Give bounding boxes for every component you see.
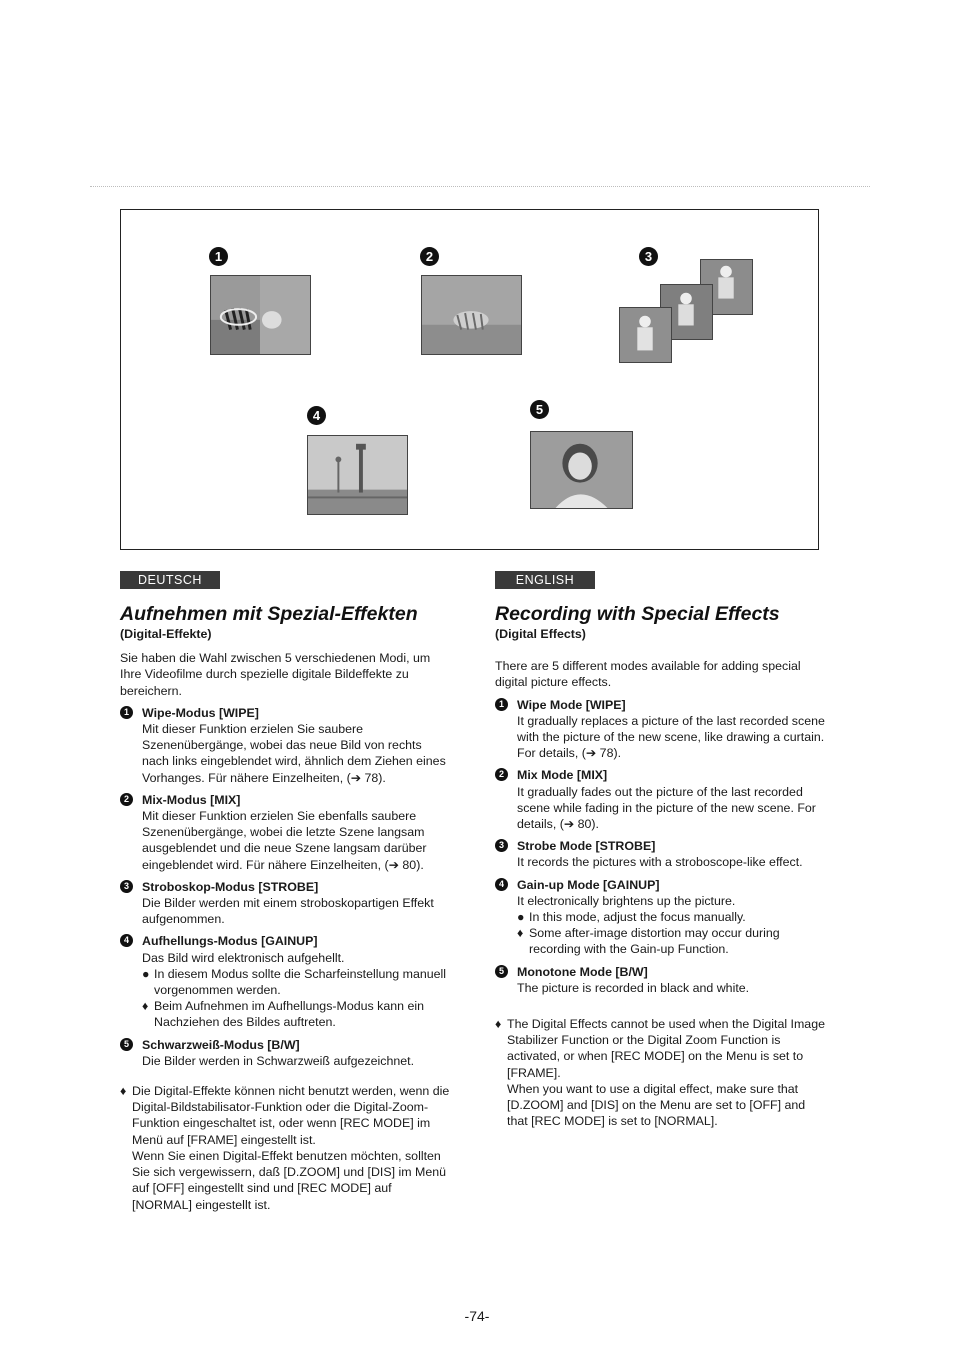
mix-example-photo: [421, 275, 522, 355]
mode-title: Wipe Mode [WIPE]: [517, 697, 626, 712]
deutsch-mode-mix: [120, 792, 450, 873]
mode-number-badge: 4: [495, 878, 508, 891]
mode-number-badge: 4: [120, 934, 133, 947]
mode-number-badge: 5: [495, 965, 508, 978]
mode-number-badge: 3: [495, 839, 508, 852]
bullet-icon: ●: [517, 910, 525, 925]
english-section-tag: ENGLISH: [495, 571, 595, 589]
mode-title: Mix-Modus [MIX]: [142, 792, 241, 807]
diamond-icon: ♦: [495, 1017, 502, 1032]
mode-description: The picture is recorded in black and white.: [517, 980, 750, 995]
mode-title: Schwarzweiß-Modus [B/W]: [142, 1037, 300, 1052]
english-column: [495, 602, 825, 1129]
mode-description: Die Bilder werden mit einem stroboskopartigen Effekt aufgenommen.: [142, 896, 434, 927]
mode-title: Strobe Mode [STROBE]: [517, 839, 656, 854]
mode-title: Stroboskop-Modus [STROBE]: [142, 879, 319, 894]
figure-box: [120, 209, 819, 550]
diamond-icon: ♦: [142, 999, 149, 1014]
english-intro: There are 5 different modes available for adding special digital picture effects.: [495, 659, 801, 690]
mode-description: It electronically brightens up the picture.: [517, 893, 736, 908]
mode-description: Die Bilder werden in Schwarzweiß aufgezeichnet.: [142, 1053, 415, 1068]
english-mode-wipe: [495, 697, 825, 762]
note-text-1: The Digital Effects cannot be used when the Digital Image Stabilizer Function or the Digital Zoom Function is activated, or when [REC MODE] on the Menu is set to [FRAME].: [507, 1017, 825, 1080]
note-text-1: Die Digital-Effekte können nicht benutzt werden, wenn die Digital-Bildstabilisator-Funktion oder die Digital-Zoom-Funktion eingeschaltet ist, oder wenn [REC MODE] im Menü auf [FRAME] eingestellt ist.: [132, 1084, 450, 1147]
mode-description: It records the pictures with a stroboscope-like effect.: [517, 855, 803, 870]
mode-number-badge: 3: [120, 880, 133, 893]
deutsch-note: [120, 1083, 450, 1213]
diamond-item: [142, 998, 450, 1030]
mode-number-badge: 2: [120, 793, 133, 806]
page-number: -74-: [464, 1308, 490, 1324]
bullet-text: In diesem Modus sollte die Scharfeinstellung manuell vorgenommen werden.: [154, 966, 447, 998]
monotone-example-photo: [530, 431, 633, 509]
mode-title: Gain-up Mode [GAINUP]: [517, 877, 660, 892]
english-note: [495, 1016, 825, 1129]
strobe-example-photo-front: [619, 307, 672, 363]
mode-description: Das Bild wird elektronisch aufgehellt.: [142, 950, 345, 965]
figure-number-5: 5: [530, 400, 549, 419]
deutsch-intro: Sie haben die Wahl zwischen 5 verschiedenen Modi, um Ihre Videofilme durch spezielle digitale Bildeffekte zu bereichern.: [120, 651, 431, 698]
mode-description: Mit dieser Funktion erzielen Sie ebenfalls saubere Szenenübergänge, wobei die letzte Szene langsam ausgeblendet und die neue Szene langsam darüber eingeblendet wird. Für nähere Einzelheiten, (➔ 80).: [142, 809, 427, 872]
mode-title: Aufhellungs-Modus [GAINUP]: [142, 934, 318, 949]
diamond-text: Beim Aufnehmen im Aufhellungs-Modus kann ein Nachziehen des Bildes auftreten.: [154, 999, 424, 1030]
figure-number-1: 1: [209, 247, 228, 266]
bullet-text: In this mode, adjust the focus manually.: [529, 910, 746, 925]
english-title: Recording with Special Effects: [495, 603, 780, 625]
deutsch-column: [120, 602, 450, 1213]
top-dotted-rule: [90, 186, 870, 187]
deutsch-subtitle: (Digital-Effekte): [120, 627, 212, 641]
deutsch-mode-strobe: [120, 879, 450, 928]
deutsch-mode-gainup: [120, 933, 450, 1030]
mode-title: Mix Mode [MIX]: [517, 768, 608, 783]
mode-title: Monotone Mode [B/W]: [517, 964, 648, 979]
bullet-icon: ●: [142, 966, 150, 981]
note-text-2: Wenn Sie einen Digital-Effekt benutzen möchten, sollten Sie sich vergewissern, daß [D.ZOOM] und [DIS] im Menü auf [OFF] eingestellt sind und [REC MODE] auf [NORMAL] eingestellt ist.: [132, 1148, 446, 1212]
english-mode-monotone: [495, 964, 825, 996]
wipe-example-photo: [210, 275, 311, 355]
diamond-item: [517, 925, 825, 957]
gainup-example-photo: [307, 435, 408, 515]
figure-number-3: 3: [639, 247, 658, 266]
deutsch-mode-wipe: [120, 705, 450, 786]
figure-number-4: 4: [307, 406, 326, 425]
mode-title: Wipe-Modus [WIPE]: [142, 705, 259, 720]
deutsch-section-tag: DEUTSCH: [120, 571, 220, 589]
mode-description: It gradually replaces a picture of the last recorded scene with the picture of the new scene, like drawing a curtain. For details, (➔ 78).: [517, 713, 825, 761]
deutsch-title: Aufnehmen mit Spezial-Effekten: [120, 603, 418, 625]
mode-number-badge: 1: [495, 698, 508, 711]
diamond-icon: ♦: [120, 1084, 127, 1099]
mode-number-badge: 2: [495, 768, 508, 781]
bullet-item: [142, 966, 450, 998]
diamond-text: Some after-image distortion may occur during recording with the Gain-up Function.: [529, 926, 780, 957]
mode-description: It gradually fades out the picture of the last recorded scene while fading in the picture of the new scene. For details, (➔ 80).: [517, 784, 816, 832]
figure-number-2: 2: [420, 247, 439, 266]
mode-description: Mit dieser Funktion erzielen Sie saubere Szenenübergänge, wobei das neue Bild von rechts nach links eingeblendet wird, ähnlich dem Ziehen eines Vorhanges. Für nähere Einzelheiten, (➔ 78).: [142, 722, 446, 785]
english-mode-mix: [495, 767, 825, 832]
bullet-item: [517, 909, 825, 925]
mode-number-badge: 5: [120, 1038, 133, 1051]
english-mode-strobe: [495, 838, 825, 870]
diamond-icon: ♦: [517, 926, 524, 941]
deutsch-mode-monotone: [120, 1037, 450, 1069]
english-mode-gainup: [495, 877, 825, 958]
note-text-2: When you want to use a digital effect, make sure that [D.ZOOM] and [DIS] on the Menu are set to [OFF] and that [REC MODE] is set to [NORMAL].: [507, 1081, 806, 1129]
english-subtitle: (Digital Effects): [495, 627, 586, 641]
mode-number-badge: 1: [120, 706, 133, 719]
